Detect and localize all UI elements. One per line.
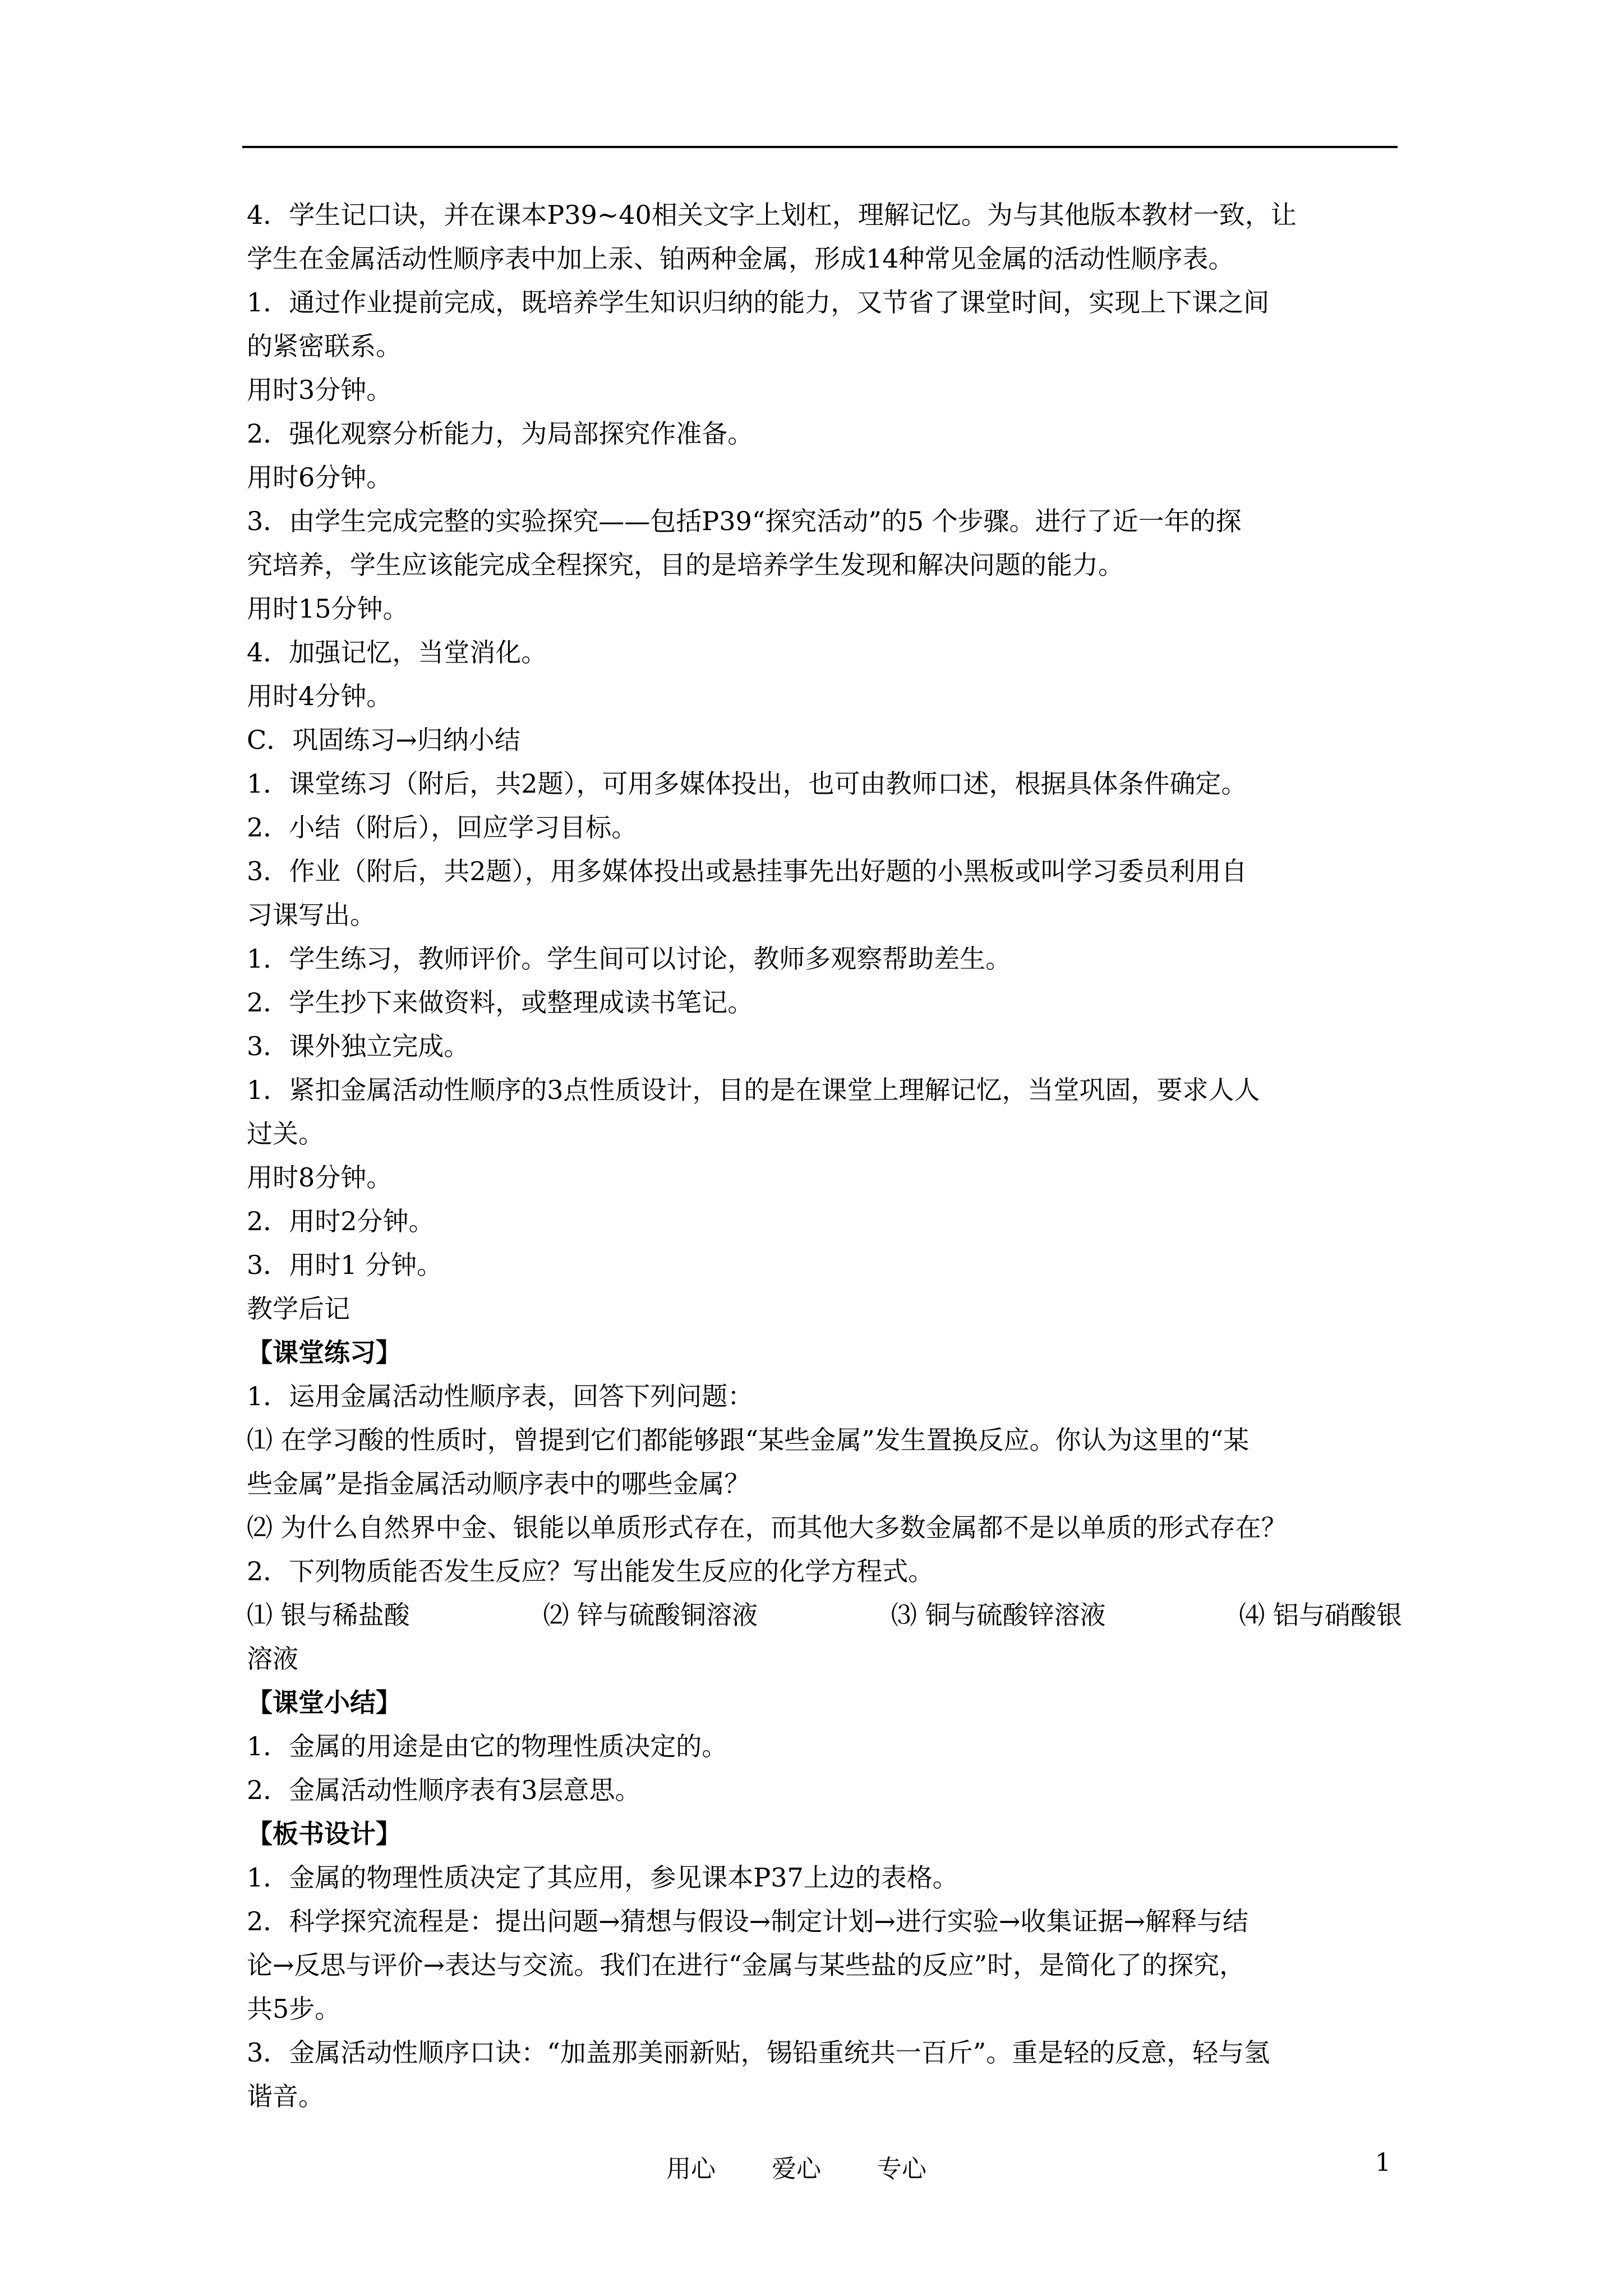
text-line: 1．课堂练习（附后，共2题），可用多媒体投出，也可由教师口述，根据具体条件确定。	[247, 769, 1247, 799]
text-line: 2．小结（附后），回应学习目标。	[247, 812, 638, 843]
practice-section	[247, 1374, 1402, 1593]
text-line: 的紧密联系。	[247, 331, 402, 361]
text-line: 1．运用金属活动性顺序表，回答下列问题：	[247, 1381, 754, 1411]
practice-heading: 【课堂练习】	[247, 1337, 402, 1368]
lesson-notes	[247, 193, 1402, 1331]
text-line: 3．课外独立完成。	[247, 1031, 470, 1061]
footer-motto-word: 专心	[877, 2155, 926, 2183]
text-line: 2．下列物质能否发生反应？写出能发生反应的化学方程式。	[247, 1556, 934, 1586]
reaction-item: ⑵ 锌与硫酸铜溶液	[543, 1600, 758, 1630]
footer-motto-word: 爱心	[772, 2155, 821, 2183]
text-line: 用时4分钟。	[247, 681, 393, 711]
text-line: 2．学生抄下来做资料，或整理成读书笔记。	[247, 987, 754, 1018]
text-line: 2．强化观察分析能力，为局部探究作准备。	[247, 418, 754, 449]
text-line: 3．由学生完成完整的实验探究——包括P39“探究活动”的5 个步骤。进行了近一年的探	[247, 506, 1242, 536]
text-line: 4．加强记忆，当堂消化。	[247, 637, 547, 668]
text-line: 习课写出。	[247, 900, 376, 930]
page-body	[247, 193, 1402, 2118]
reaction-item: ⑴ 银与稀盐酸	[247, 1600, 410, 1630]
text-line: 1．金属的用途是由它的物理性质决定的。	[247, 1731, 728, 1761]
text-line: ⑵ 为什么自然界中金、银能以单质形式存在，而其他大多数金属都不是以单质的形式存在？	[247, 1512, 1287, 1543]
text-line: ⑴ 在学习酸的性质时，曾提到它们都能够跟“某些金属”发生置换反应。你认为这里的“某	[247, 1425, 1249, 1455]
summary-section	[247, 1724, 1402, 1812]
header-rule	[242, 146, 1398, 148]
text-line: 教学后记	[247, 1294, 350, 1324]
text-line: 1．紧扣金属活动性顺序的3点性质设计，目的是在课堂上理解记忆，当堂巩固，要求人人	[247, 1075, 1260, 1105]
reaction-item: ⑷ 铝与硝酸银	[1239, 1600, 1402, 1630]
text-line: 3．用时1 分钟。	[247, 1250, 443, 1280]
text-line: 1．金属的物理性质决定了其应用，参见课本P37上边的表格。	[247, 1862, 958, 1893]
footer-motto	[666, 2148, 926, 2184]
text-line: 2．科学探究流程是：提出问题→猜想与假设→制定计划→进行实验→收集证据→解释与结	[247, 1906, 1248, 1936]
text-line: 学生在金属活动性顺序表中加上汞、铂两种金属，形成14种常见金属的活动性顺序表。	[247, 243, 1234, 274]
text-line: 用时3分钟。	[247, 375, 393, 405]
text-line: 1．学生练习，教师评价。学生间可以讨论，教师多观察帮助差生。	[247, 944, 1012, 974]
reaction-item: ⑶ 铜与硫酸锌溶液	[891, 1600, 1106, 1630]
text-line: 些金属”是指金属活动顺序表中的哪些金属？	[247, 1469, 750, 1499]
text-line: 4．学生记口诀，并在课本P39~40相关文字上划杠，理解记忆。为与其他版本教材一致，让	[247, 200, 1297, 230]
text-line: 2．金属活动性顺序表有3层意思。	[247, 1775, 641, 1805]
reaction-items	[247, 1593, 1402, 1637]
board-heading: 【板书设计】	[247, 1819, 402, 1849]
text-line: 3．金属活动性顺序口诀：“加盖那美丽新贴，锡铅重统共一百斤”。重是轻的反意，轻与氢	[247, 2037, 1270, 2068]
text-line: 2．用时2分钟。	[247, 1206, 435, 1236]
summary-heading: 【课堂小结】	[247, 1687, 402, 1718]
page-number: 1	[1375, 2148, 1391, 2177]
reaction-item-wrap: 溶液	[247, 1644, 298, 1674]
page-footer	[0, 2148, 1623, 2193]
text-line: 1．通过作业提前完成，既培养学生知识归纳的能力，又节省了课堂时间，实现上下课之间	[247, 287, 1270, 318]
text-line: 共5步。	[247, 1994, 341, 2024]
board-section	[247, 1856, 1402, 2118]
text-line: 过关。	[247, 1119, 324, 1149]
text-line: 用时6分钟。	[247, 462, 393, 493]
text-line: 谐音。	[247, 2081, 324, 2111]
text-line: 论→反思与评价→表达与交流。我们在进行“金属与某些盐的反应”时，是简化了的探究，	[247, 1950, 1246, 1980]
text-line: 究培养，学生应该能完成全程探究，目的是培养学生发现和解决问题的能力。	[247, 550, 1124, 580]
text-line: 用时15分钟。	[247, 593, 409, 624]
text-line: C．巩固练习→归纳小结	[247, 725, 520, 755]
text-line: 3．作业（附后，共2题），用多媒体投出或悬挂事先出好题的小黑板或叫学习委员利用自	[247, 856, 1247, 886]
footer-motto-word: 用心	[666, 2155, 716, 2183]
text-line: 用时8分钟。	[247, 1162, 393, 1193]
